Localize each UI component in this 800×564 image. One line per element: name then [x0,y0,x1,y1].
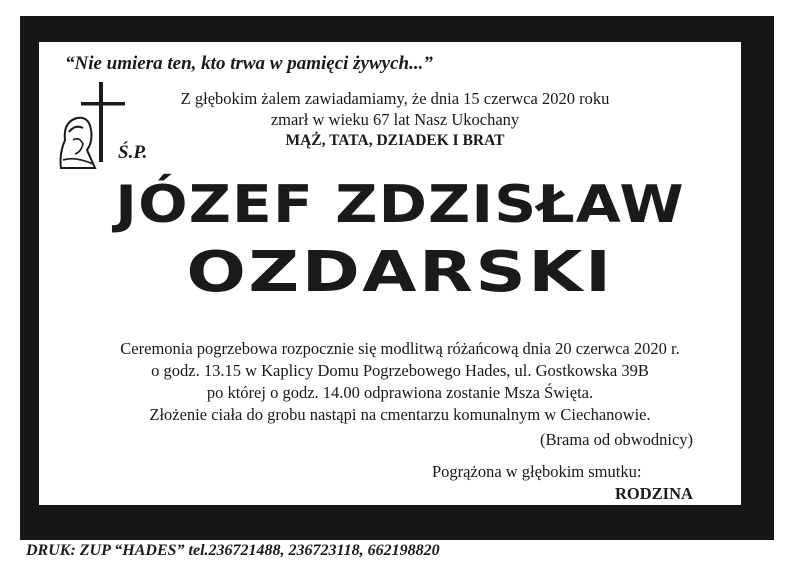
family-signature: RODZINA [615,484,693,503]
ceremony-line-4: Złożenie ciała do grobu nastąpi na cmentarzu komunalnym w Ciechanowie. [149,405,651,424]
gate-note: (Brama od obwodnicy) [540,430,694,449]
print-footer: DRUK: ZUP “HADES” tel.236721488, 236723118, 662198820 [26,542,440,559]
ceremony-details [65,338,735,426]
announcement [160,88,630,151]
memorial-prefix: Ś.P. [118,142,148,163]
mourning-line: Pogrążona w głębokim smutku: [432,462,642,481]
deceased-first-names: JÓZEF ZDZISŁAW [115,175,685,235]
ceremony-line-3: po której o godz. 14.00 odprawiona zostanie Msza Święta. [206,383,594,402]
relationship-line: MĄŻ, TATA, DZIADEK I BRAT [285,132,505,149]
motto: “Nie umiera ten, kto trwa w pamięci żywych...” [65,53,433,74]
announcement-line-1: Z głębokim żalem zawiadamiamy, że dnia 15 czerwca 2020 roku [180,89,610,108]
announcement-line-2: zmarł w wieku 67 lat Nasz Ukochany [270,110,520,129]
ceremony-line-1: Ceremonia pogrzebowa rozpocznie się modlitwą różańcową dnia 20 czerwca 2020 r. [120,339,680,358]
deceased-surname: OZDARSKI [186,240,614,305]
ceremony-line-2: o godz. 13.15 w Kaplicy Domu Pogrzebowego Hades, ul. Gostkowska 39B [151,361,649,380]
